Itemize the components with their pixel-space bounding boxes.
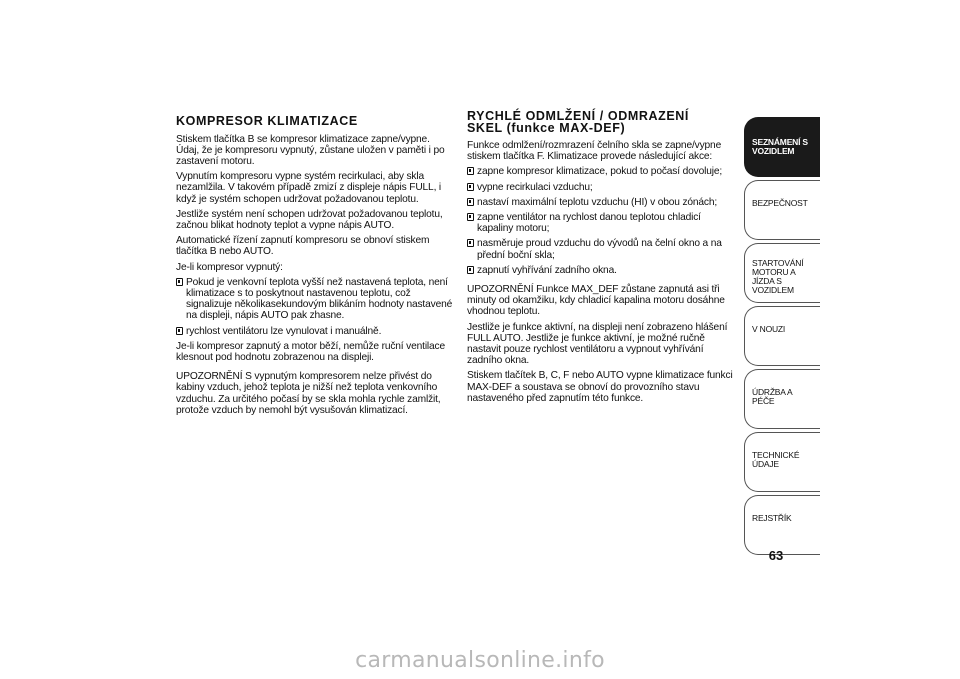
tab-udrzba-a-pece[interactable]: ÚDRŽBA A PÉČE <box>744 369 820 429</box>
tab-technicke-udaje[interactable]: TECHNICKÉ ÚDAJE <box>744 432 820 492</box>
bullet-item <box>467 265 739 276</box>
bullet-item <box>467 212 739 234</box>
bullet-text: vypne recirkulaci vzduchu; <box>477 181 593 193</box>
title-line: RYCHLÉ ODMLŽENÍ / ODMRAZENÍ <box>467 109 689 123</box>
paragraph: Jestliže systém není schopen udržovat požadovanou teplotu, začnou blikat hodnoty teplot a vypne nápis AUTO. <box>176 208 443 231</box>
paragraph: Funkce odmlžení/rozmrazení čelního skla se zapne/vypne stiskem tlačítka F. Klimatizace provede následující akce: <box>467 140 722 163</box>
bullet-checkbox-icon <box>467 266 474 274</box>
bullet-checkbox-icon <box>467 183 474 191</box>
bullet-checkbox-icon <box>176 327 183 335</box>
warning-note: UPOZORNĚNÍ S vypnutým kompresorem nelze přivést do kabiny vzduch, jehož teplota je nižší než teplota venkovního vzduchu. Za určitého počasí by se skla mohla rychle zamlžit, protože vzduch by nemohl být vysušován klimatizací. <box>176 371 441 416</box>
bullet-item <box>467 238 739 260</box>
bullet-text: rychlost ventilátoru lze vynulovat i manuálně. <box>186 325 382 337</box>
tab-seznameni-s-vozidlem[interactable]: SEZNÁMENÍ S VOZIDLEM <box>744 117 820 177</box>
tab-rejstrik[interactable]: REJSTŘÍK <box>744 495 820 555</box>
right-column <box>467 111 739 408</box>
paragraph: Jestliže je funkce aktivní, na displeji není zobrazeno hlášení FULL AUTO. Jestliže je funkce aktivní, je možné ručně nastavit pouze rychlost ventilátoru a vypnout vyhřívání zadního okna. <box>467 321 728 367</box>
bullet-checkbox-icon <box>467 198 474 206</box>
chapter-tabs <box>744 117 820 558</box>
left-column <box>176 116 454 420</box>
section-title-compressor: KOMPRESOR KLIMATIZACE <box>176 114 358 128</box>
bullet-item <box>467 166 739 177</box>
bullet-item <box>176 277 454 322</box>
bullet-text: Pokud je venkovní teplota vyšší než nastavená teplota, není klimatizace s to poskytnout nastavenou teplotu, což signalizuje několikasekundovým blikáním hodnoty nastavené na displeji, nápis AUTO pak zhasne. <box>186 276 453 322</box>
bullet-item <box>467 197 739 208</box>
bullet-item <box>467 182 739 193</box>
title-line: SKEL (funkce MAX-DEF) <box>467 120 626 135</box>
tab-startovani-motoru[interactable]: STARTOVÁNÍ MOTORU A JÍZDA S VOZIDLEM <box>744 243 820 303</box>
bullet-text: nastaví maximální teplotu vzduchu (HI) v obou zónách; <box>477 196 718 208</box>
bullet-text: nasměruje proud vzduchu do vývodů na čelní okno a na přední boční skla; <box>477 238 722 261</box>
page-number: 63 <box>768 548 784 563</box>
section-title-max-def <box>467 111 739 134</box>
bullet-checkbox-icon <box>467 213 474 221</box>
bullet-item <box>176 326 454 337</box>
paragraph: Stiskem tlačítek B, C, F nebo AUTO vypne klimatizace funkci MAX-DEF a soustava se obnoví do provozního stavu nastaveného před zapnutím této funkce. <box>467 370 733 404</box>
bullet-checkbox-icon <box>467 239 474 247</box>
bullet-text: zapne kompresor klimatizace, pokud to počasí dovoluje; <box>477 166 723 178</box>
paragraph: Je-li kompresor vypnutý: <box>176 261 283 273</box>
paragraph: Vypnutím kompresoru vypne systém recirkulaci, aby skla nezamlžila. V takovém případě zmizí z displeje nápis FULL, i když je systém schopen udržovat požadovanou teplotu. <box>176 171 442 205</box>
bullet-text: zapnutí vyhřívání zadního okna. <box>477 264 617 276</box>
watermark: carmanualsonline.info <box>355 648 605 673</box>
paragraph: Automatické řízení zapnutí kompresoru se obnoví stiskem tlačítka B nebo AUTO. <box>176 235 430 258</box>
bullet-checkbox-icon <box>176 278 183 286</box>
bullet-text: zapne ventilátor na rychlost danou teplotou chladicí kapaliny motoru; <box>477 212 701 235</box>
bullet-checkbox-icon <box>467 167 474 175</box>
tab-bezpecnost[interactable]: BEZPEČNOST <box>744 180 820 240</box>
tab-v-nouzi[interactable]: V NOUZI <box>744 306 820 366</box>
warning-note: UPOZORNĚNÍ Funkce MAX_DEF zůstane zapnutá asi tři minuty od okamžiku, kdy chladicí kapalina motoru dosáhne vhodnou teplotu. <box>467 284 725 318</box>
paragraph: Je-li kompresor zapnutý a motor běží, nemůže ruční ventilace klesnout pod hodnotu zobrazenou na displeji. <box>176 340 446 363</box>
paragraph: Stiskem tlačítka B se kompresor klimatizace zapne/vypne. Údaj, že je kompresoru vypnutý, zůstane uložen v paměti i po zastavení motoru. <box>176 133 445 167</box>
